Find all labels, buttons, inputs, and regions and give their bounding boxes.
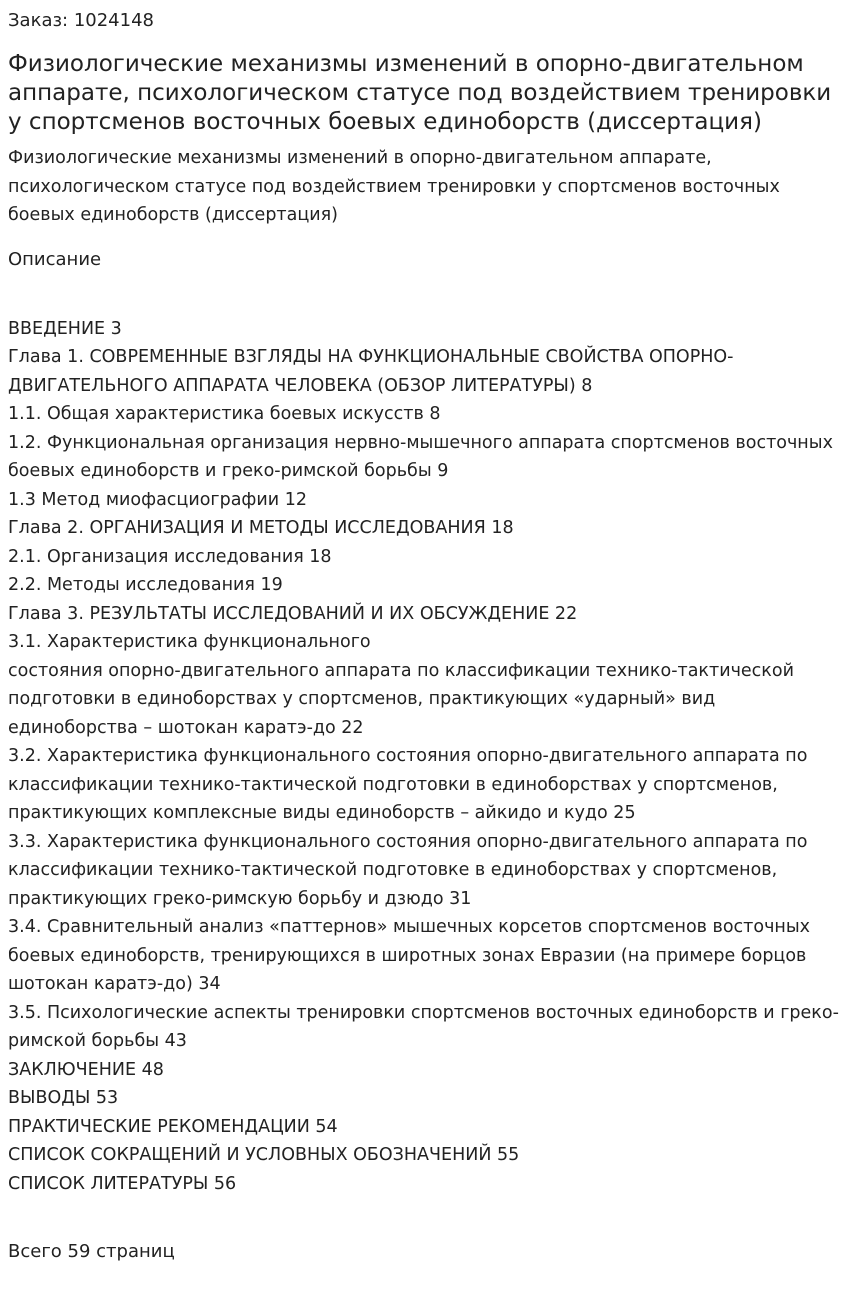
toc-item: ПРАКТИЧЕСКИЕ РЕКОМЕНДАЦИИ 54 bbox=[8, 1116, 338, 1137]
toc-item: ЗАКЛЮЧЕНИЕ 48 bbox=[8, 1059, 164, 1080]
toc-item: Глава 3. РЕЗУЛЬТАТЫ ИССЛЕДОВАНИЙ И ИХ ОБСУЖДЕНИЕ 22 bbox=[8, 603, 578, 624]
toc-item: ВЫВОДЫ 53 bbox=[8, 1088, 119, 1108]
toc-item: состояния опорно-двигательного аппарата по классификации технико-тактической подготовки в единоборствах у спортсменов, практикующих «ударный» вид единоборства – шотокан каратэ-до 22 bbox=[8, 660, 794, 738]
toc-item: 1.3 Метод миофасциографии 12 bbox=[8, 489, 307, 510]
toc-item: 2.2. Методы исследования 19 bbox=[8, 575, 283, 595]
page-title: Физиологические механизмы изменений в опорно-двигательном аппарате, психологическом статусе под воздействием тренировки у спортсменов восточных боевых единоборств (диссертация) bbox=[8, 51, 832, 135]
order-number: Заказ: 1024148 bbox=[8, 10, 154, 31]
toc-item: 3.2. Характеристика функционального состояния опорно-двигательного аппарата по классификации технико-тактической подготовки в единоборствах у спортсменов, практикующих комплексные виды единоборств – айкидо и кудо 25 bbox=[8, 746, 808, 823]
table-of-contents bbox=[8, 315, 839, 1199]
page-subtitle: Физиологические механизмы изменений в опорно-двигательном аппарате, психологическом статусе под воздействием тренировки у спортсменов восточных боевых единоборств (диссертация) bbox=[8, 148, 780, 225]
description-heading: Описание bbox=[8, 248, 102, 270]
toc-item: 3.5. Психологические аспекты тренировки спортсменов восточных единоборств и греко-римской борьбы 43 bbox=[8, 1002, 839, 1051]
toc-item: 2.1. Организация исследования 18 bbox=[8, 546, 332, 567]
toc-item: 3.1. Характеристика функционального bbox=[8, 632, 371, 652]
total-pages: Всего 59 страниц bbox=[8, 1241, 175, 1262]
toc-item: СПИСОК ЛИТЕРАТУРЫ 56 bbox=[8, 1173, 237, 1194]
toc-item: Глава 2. ОРГАНИЗАЦИЯ И МЕТОДЫ ИССЛЕДОВАНИЯ 18 bbox=[8, 518, 514, 538]
toc-item: 1.1. Общая характеристика боевых искусств 8 bbox=[8, 404, 441, 424]
toc-item: СПИСОК СОКРАЩЕНИЙ И УСЛОВНЫХ ОБОЗНАЧЕНИЙ 55 bbox=[8, 1145, 520, 1165]
toc-item: ВВЕДЕНИЕ 3 bbox=[8, 318, 122, 339]
toc-item: 1.2. Функциональная организация нервно-мышечного аппарата спортсменов восточных боевых единоборств и греко-римской борьбы 9 bbox=[8, 432, 833, 481]
toc-item: 3.4. Сравнительный анализ «паттернов» мышечных корсетов спортсменов восточных боевых единоборств, тренирующихся в широтных зонах Евразии (на примере борцов шотокан каратэ-до) 34 bbox=[8, 917, 811, 994]
toc-item: Глава 1. СОВРЕМЕННЫЕ ВЗГЛЯДЫ НА ФУНКЦИОНАЛЬНЫЕ СВОЙСТВА ОПОРНО-ДВИГАТЕЛЬНОГО АППАРАТА ЧЕЛОВЕКА (ОБЗОР ЛИТЕРАТУРЫ) 8 bbox=[8, 347, 734, 396]
toc-item: 3.3. Характеристика функционального состояния опорно-двигательного аппарата по классификации технико-тактической подготовке в единоборствах у спортсменов, практикующих греко-римскую борьбу и дзюдо 31 bbox=[8, 831, 808, 909]
